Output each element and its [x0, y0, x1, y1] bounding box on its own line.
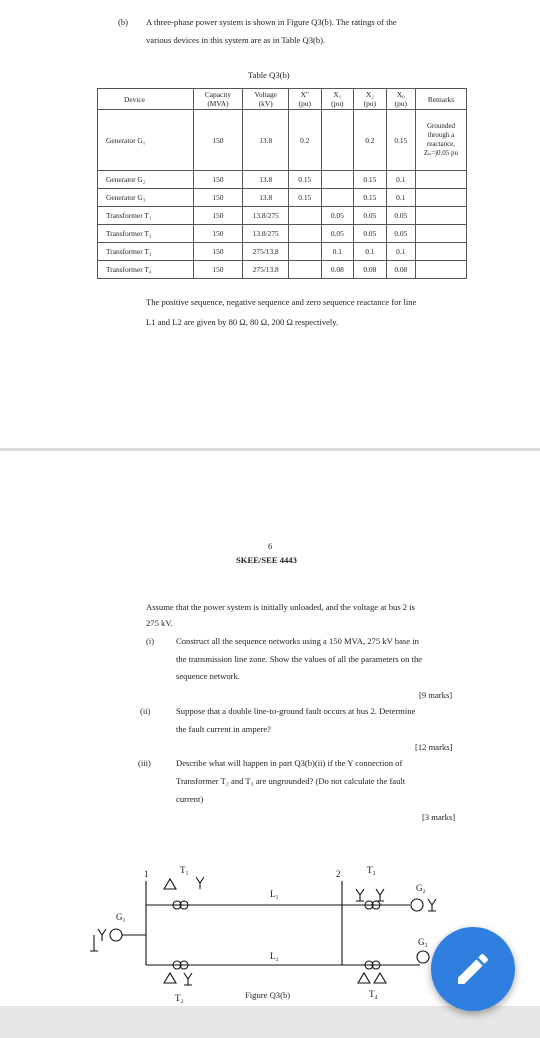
part-ii-marks: [12 marks] — [415, 742, 453, 752]
l2-label: L₂ — [270, 951, 279, 961]
part-ii-label: (ii) — [140, 706, 151, 716]
cell-device: Generator G₂ — [98, 171, 194, 189]
cell-voltage: 13.8 — [243, 171, 289, 189]
cell-capacity: 150 — [193, 110, 243, 171]
part-iii-line-2: Transformer T₂ and T₃ are ungrounded? (Do not calculate the fault — [176, 776, 406, 786]
cell-remarks: Grounded through a reactance, Zₙ=j0.05 pu — [415, 110, 466, 171]
g3-generator-icon — [417, 951, 429, 963]
header-capacity: Capacity (MVA) — [193, 89, 243, 110]
wye-grounded-icon — [184, 973, 192, 985]
cell-x1: 0.05 — [321, 207, 354, 225]
part-iii-marks: [3 marks] — [422, 812, 456, 822]
delta-icon — [164, 973, 176, 983]
cell-remarks — [415, 189, 466, 207]
part-i-line-3: sequence network. — [176, 671, 240, 681]
header-x0: X₀ (pu) — [386, 89, 415, 110]
t1-label: T₁ — [180, 865, 189, 875]
wye-grounded-icon — [356, 889, 364, 901]
delta-icon — [164, 879, 176, 889]
part-i-line-2: the transmission line zone. Show the values of all the parameters on the — [176, 654, 423, 664]
part-ii-line-2: the fault current in ampere? — [176, 724, 271, 734]
cell-capacity: 150 — [193, 171, 243, 189]
cell-x1 — [321, 171, 354, 189]
table-row — [98, 189, 467, 207]
g2-generator-icon — [411, 899, 423, 911]
cell-x1 — [321, 189, 354, 207]
question-label: (b) — [118, 17, 129, 27]
cell-capacity: 150 — [193, 243, 243, 261]
line-note-2: L1 and L2 are given by 80 Ω, 80 Ω, 200 Ω respectively. — [146, 317, 339, 327]
cell-xpp — [289, 225, 322, 243]
delta-icon — [374, 973, 386, 983]
part-i-line-1: Construct all the sequence networks using a 150 MVA, 275 kV base in — [176, 636, 419, 646]
assume-line-1: Assume that the power system is initially unloaded, and the voltage at bus 2 is — [146, 602, 415, 612]
g2-label: G₂ — [416, 883, 426, 893]
t4-label: T₄ — [369, 989, 378, 999]
cell-device: Transformer T₂ — [98, 225, 194, 243]
cell-xpp: 0.15 — [289, 189, 322, 207]
cell-x0: 0.1 — [386, 171, 415, 189]
ratings-table — [97, 88, 467, 279]
table-row — [98, 207, 467, 225]
table-row — [98, 225, 467, 243]
cell-x2: 0.15 — [354, 189, 387, 207]
assume-line-2: 275 kV. — [146, 618, 173, 628]
t2-label: T₂ — [175, 993, 184, 1003]
cell-x0: 0.05 — [386, 207, 415, 225]
cell-remarks — [415, 171, 466, 189]
cell-device: Generator G₁ — [98, 110, 194, 171]
cell-voltage: 13.8/275 — [243, 225, 289, 243]
header-xpp: X" (pu) — [289, 89, 322, 110]
one-line-diagram — [80, 855, 460, 1005]
cell-xpp — [289, 243, 322, 261]
cell-device: Transformer T₁ — [98, 207, 194, 225]
cell-x2: 0.2 — [354, 110, 387, 171]
cell-xpp: 0.15 — [289, 171, 322, 189]
cell-device: Transformer T₃ — [98, 243, 194, 261]
cell-x1 — [321, 110, 354, 171]
cell-voltage: 13.8 — [243, 110, 289, 171]
header-device: Device — [98, 89, 194, 110]
part-iii-line-3: current) — [176, 794, 204, 804]
cell-remarks — [415, 207, 466, 225]
header-x1: X₁ (pu) — [321, 89, 354, 110]
cell-x2: 0.05 — [354, 207, 387, 225]
cell-x2: 0.08 — [354, 261, 387, 279]
cell-x1: 0.08 — [321, 261, 354, 279]
part-iii-line-1: Describe what will happen in part Q3(b)(ii) if the Y connection of — [176, 758, 403, 768]
cell-x2: 0.05 — [354, 225, 387, 243]
cell-xpp — [289, 261, 322, 279]
cell-remarks — [415, 225, 466, 243]
cell-voltage: 275/13.8 — [243, 243, 289, 261]
cell-x0: 0.15 — [386, 110, 415, 171]
cell-voltage: 275/13.8 — [243, 261, 289, 279]
part-i-label: (i) — [146, 636, 155, 646]
part-iii-label: (iii) — [138, 758, 151, 768]
cell-x0: 0.1 — [386, 243, 415, 261]
pencil-icon — [453, 949, 493, 989]
page-bottom-margin — [0, 1006, 540, 1038]
g1-label: G₁ — [116, 912, 126, 922]
table-row — [98, 110, 467, 171]
cell-capacity: 150 — [193, 207, 243, 225]
figure-caption: Figure Q3(b) — [245, 990, 291, 1000]
cell-capacity: 150 — [193, 189, 243, 207]
cell-remarks — [415, 261, 466, 279]
wye-icon — [196, 877, 204, 889]
table-title: Table Q3(b) — [248, 70, 290, 80]
intro-line-2: various devices in this system are as in Table Q3(b). — [146, 35, 326, 45]
cell-x0: 0.1 — [386, 189, 415, 207]
cell-x2: 0.1 — [354, 243, 387, 261]
page-number: 6 — [268, 541, 273, 551]
edit-fab-button[interactable] — [431, 927, 515, 1011]
ground-icon — [90, 935, 98, 951]
g1-generator-icon — [110, 929, 122, 941]
table-row — [98, 243, 467, 261]
header-remarks: Remarks — [415, 89, 466, 110]
intro-line-1: A three-phase power system is shown in Figure Q3(b). The ratings of the — [146, 17, 397, 27]
g3-label: G₃ — [418, 937, 428, 947]
delta-icon — [358, 973, 370, 983]
part-ii-line-1: Suppose that a double line-to-ground fault occurs at bus 2. Determine — [176, 706, 416, 716]
header-voltage: Voltage (kV) — [243, 89, 289, 110]
t3-label: T₃ — [367, 865, 376, 875]
wye-grounded-icon — [376, 889, 384, 901]
header-x2: X₂ (pu) — [354, 89, 387, 110]
cell-xpp: 0.2 — [289, 110, 322, 171]
page-top — [0, 0, 540, 448]
line-note-1: The positive sequence, negative sequence and zero sequence reactance for line — [146, 297, 417, 307]
cell-x1: 0.05 — [321, 225, 354, 243]
table-row — [98, 171, 467, 189]
cell-remarks — [415, 243, 466, 261]
cell-capacity: 150 — [193, 225, 243, 243]
cell-device: Generator G₃ — [98, 189, 194, 207]
table-row — [98, 261, 467, 279]
cell-x0: 0.05 — [386, 225, 415, 243]
part-i-marks: [9 marks] — [419, 690, 453, 700]
cell-capacity: 150 — [193, 261, 243, 279]
l1-label: L₁ — [270, 889, 279, 899]
wye-icon — [98, 929, 106, 941]
wye-grounded-icon — [428, 899, 436, 911]
table-header-row — [98, 89, 467, 110]
cell-voltage: 13.8/275 — [243, 207, 289, 225]
bus-1-label: 1 — [144, 869, 149, 879]
cell-device: Transformer T₄ — [98, 261, 194, 279]
course-code: SKEE/SEE 4443 — [236, 555, 297, 565]
cell-voltage: 13.8 — [243, 189, 289, 207]
cell-x0: 0.08 — [386, 261, 415, 279]
cell-xpp — [289, 207, 322, 225]
cell-x1: 0.1 — [321, 243, 354, 261]
cell-x2: 0.15 — [354, 171, 387, 189]
bus-2-label: 2 — [336, 869, 341, 879]
